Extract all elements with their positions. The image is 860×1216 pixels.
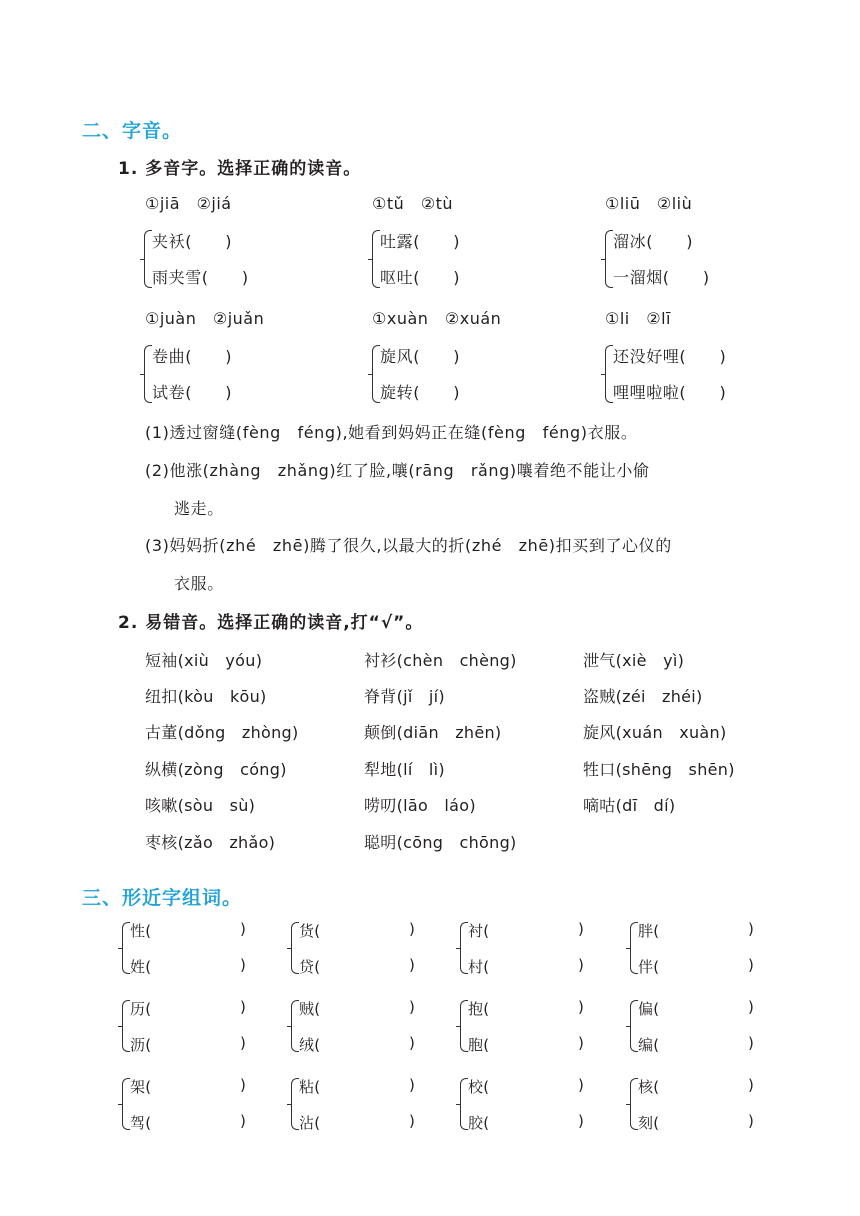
close-paren: ) xyxy=(240,1112,247,1130)
brace xyxy=(460,1078,468,1130)
brace xyxy=(460,1000,468,1052)
close-paren: ) xyxy=(578,1112,585,1130)
pinyin-item: 衬衫(chèn chèng) xyxy=(364,651,517,670)
close-paren: ) xyxy=(409,956,416,974)
sentence-3-cont: 衣服。 xyxy=(174,574,224,593)
close-paren: ) xyxy=(748,1076,755,1094)
close-paren: ) xyxy=(240,998,247,1016)
pinyin-item: 纵横(zòng cóng) xyxy=(145,760,287,779)
brace xyxy=(605,230,613,288)
pinyin-item: 古董(dǒng zhòng) xyxy=(145,723,299,742)
option-group-5: ①xuàn ②xuán xyxy=(372,309,502,328)
brace xyxy=(605,345,613,403)
brace xyxy=(291,922,299,974)
brace xyxy=(372,345,380,403)
brace xyxy=(372,230,380,288)
close-paren: ) xyxy=(409,1034,416,1052)
char-item: 贼( xyxy=(299,1000,321,1018)
char-item: 沾( xyxy=(299,1114,321,1132)
char-item: 抱( xyxy=(468,1000,490,1018)
word-item: 夹袄( ) xyxy=(152,232,233,251)
question-2-title: 2. 易错音。选择正确的读音,打“√”。 xyxy=(118,613,424,633)
char-item: 沥( xyxy=(130,1036,152,1054)
sentence-2-cont: 逃走。 xyxy=(174,499,224,518)
char-item: 货( xyxy=(299,922,321,940)
pinyin-item: 嘀咕(dī dí) xyxy=(583,796,676,815)
word-item: 试卷( ) xyxy=(152,383,233,402)
char-item: 衬( xyxy=(468,922,490,940)
close-paren: ) xyxy=(240,1034,247,1052)
brace xyxy=(144,345,152,403)
close-paren: ) xyxy=(240,956,247,974)
word-item: 哩哩啦啦( ) xyxy=(613,383,727,402)
pinyin-item: 旋风(xuán xuàn) xyxy=(583,723,727,742)
close-paren: ) xyxy=(578,1076,585,1094)
char-item: 粘( xyxy=(299,1078,321,1096)
word-item: 旋转( ) xyxy=(380,383,461,402)
char-item: 绒( xyxy=(299,1036,321,1054)
pinyin-item: 纽扣(kòu kōu) xyxy=(145,687,267,706)
close-paren: ) xyxy=(578,920,585,938)
option-group-6: ①li ②lī xyxy=(605,309,671,328)
brace xyxy=(630,1000,638,1052)
brace xyxy=(122,922,130,974)
option-group-3: ①liū ②liù xyxy=(605,194,693,213)
option-group-2: ①tǔ ②tù xyxy=(372,194,454,213)
pinyin-item: 牲口(shēng shēn) xyxy=(583,760,735,779)
word-item: 呕吐( ) xyxy=(380,268,461,287)
brace xyxy=(630,922,638,974)
char-item: 贷( xyxy=(299,958,321,976)
char-item: 编( xyxy=(638,1036,660,1054)
word-item: 一溜烟( ) xyxy=(613,268,710,287)
char-item: 刻( xyxy=(638,1114,660,1132)
section-title-xing-jin-zi: 三、形近字组词。 xyxy=(82,887,243,909)
pinyin-item: 聪明(cōng chōng) xyxy=(364,833,517,852)
close-paren: ) xyxy=(409,1076,416,1094)
pinyin-item: 枣核(zǎo zhǎo) xyxy=(145,833,276,852)
close-paren: ) xyxy=(240,1076,247,1094)
close-paren: ) xyxy=(748,956,755,974)
char-item: 偏( xyxy=(638,1000,660,1018)
option-group-4: ①juàn ②juǎn xyxy=(145,309,265,328)
char-item: 胞( xyxy=(468,1036,490,1054)
word-item: 旋风( ) xyxy=(380,347,461,366)
word-item: 溜冰( ) xyxy=(613,232,694,251)
close-paren: ) xyxy=(409,920,416,938)
question-1-title: 1. 多音字。选择正确的读音。 xyxy=(118,159,362,179)
brace xyxy=(122,1078,130,1130)
close-paren: ) xyxy=(748,1034,755,1052)
char-item: 胖( xyxy=(638,922,660,940)
word-item: 还没好哩( ) xyxy=(613,347,727,366)
pinyin-item: 犁地(lí lì) xyxy=(364,760,445,779)
pinyin-item: 颠倒(diān zhēn) xyxy=(364,723,502,742)
section-title-zi-yin: 二、字音。 xyxy=(82,120,183,142)
char-item: 性( xyxy=(130,922,152,940)
close-paren: ) xyxy=(409,998,416,1016)
brace xyxy=(630,1078,638,1130)
pinyin-item: 咳嗽(sòu sù) xyxy=(145,796,256,815)
sentence-2: (2)他涨(zhàng zhǎng)红了脸,嚷(rāng rǎng)嚷着绝不能让小偷 xyxy=(145,461,650,480)
brace xyxy=(291,1078,299,1130)
char-item: 校( xyxy=(468,1078,490,1096)
char-item: 核( xyxy=(638,1078,660,1096)
word-item: 雨夹雪( ) xyxy=(152,268,249,287)
pinyin-item: 短袖(xiù yóu) xyxy=(145,651,263,670)
close-paren: ) xyxy=(748,1112,755,1130)
char-item: 架( xyxy=(130,1078,152,1096)
brace xyxy=(144,230,152,288)
pinyin-item: 盗贼(zéi zhéi) xyxy=(583,687,703,706)
char-item: 历( xyxy=(130,1000,152,1018)
option-group-1: ①jiā ②jiá xyxy=(145,194,232,213)
word-item: 卷曲( ) xyxy=(152,347,233,366)
close-paren: ) xyxy=(240,920,247,938)
sentence-1: (1)透过窗缝(fèng féng),她看到妈妈正在缝(fèng féng)衣服。 xyxy=(145,423,638,442)
close-paren: ) xyxy=(409,1112,416,1130)
close-paren: ) xyxy=(748,998,755,1016)
word-item: 吐露( ) xyxy=(380,232,461,251)
char-item: 胶( xyxy=(468,1114,490,1132)
char-item: 伴( xyxy=(638,958,660,976)
pinyin-item: 脊背(jǐ jí) xyxy=(364,687,445,706)
char-item: 姓( xyxy=(130,958,152,976)
close-paren: ) xyxy=(748,920,755,938)
close-paren: ) xyxy=(578,956,585,974)
brace xyxy=(460,922,468,974)
pinyin-item: 唠叨(lāo láo) xyxy=(364,796,476,815)
brace xyxy=(122,1000,130,1052)
sentence-3: (3)妈妈折(zhé zhē)腾了很久,以最大的折(zhé zhē)扣买到了心仪的 xyxy=(145,536,672,555)
brace xyxy=(291,1000,299,1052)
char-item: 村( xyxy=(468,958,490,976)
close-paren: ) xyxy=(578,1034,585,1052)
char-item: 驾( xyxy=(130,1114,152,1132)
pinyin-item: 泄气(xiè yì) xyxy=(583,651,685,670)
close-paren: ) xyxy=(578,998,585,1016)
